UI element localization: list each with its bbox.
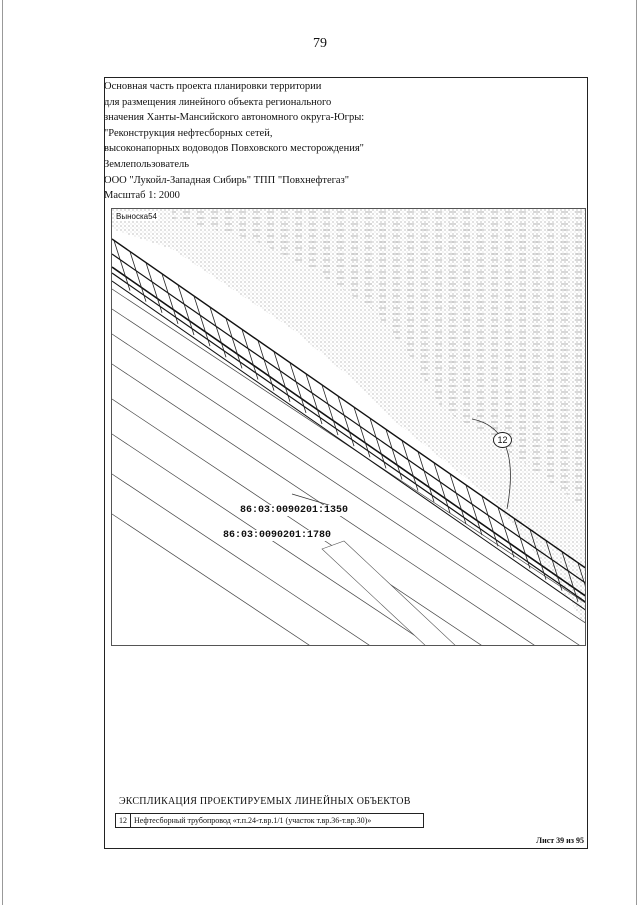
title-block <box>104 79 404 204</box>
title-line-2: для размещения линейного объекта регионального <box>104 96 332 108</box>
title-line-1: Основная часть проекта планировки территории <box>104 81 322 92</box>
title-line-7: ООО "Лукойл-Западная Сибирь" ТПП "Повхнефтегаз" <box>104 174 350 186</box>
legend-table <box>115 813 424 828</box>
legend-row-number: 12 <box>116 814 131 827</box>
callout-label: Выноска54 <box>116 212 157 221</box>
parcel-label-1350: 86:03:0090201:1350 <box>240 505 349 516</box>
object-marker: 12 <box>493 432 512 448</box>
parcel-label-1780: 86:03:0090201:1780 <box>223 530 332 541</box>
legend-title: ЭКСПЛИКАЦИЯ ПРОЕКТИРУЕМЫХ ЛИНЕЙНЫХ ОБЪЕКТОВ <box>119 796 411 807</box>
sheet-number: Лист 39 из 95 <box>536 836 584 845</box>
title-line-6: Землепользователь <box>104 158 190 170</box>
map-drawing <box>112 209 586 646</box>
title-line-4: "Реконструкция нефтесборных сетей, <box>104 127 273 139</box>
page-number: 79 <box>313 36 327 51</box>
title-line-3: значения Ханты-Мансийского автономного округа-Югры: <box>104 112 365 124</box>
title-line-8: Масштаб 1: 2000 <box>104 190 180 202</box>
legend-row-description: Нефтесборный трубопровод «т.п.24-т.вр.1/1 (участок т.вр.36-т.вр.30)» <box>134 816 372 825</box>
right-edge-line <box>636 0 637 905</box>
title-line-5: высоконапорных водоводов Повховского месторождения" <box>104 143 364 155</box>
left-edge-line <box>2 0 3 905</box>
road-band <box>322 541 457 646</box>
planning-map <box>111 208 586 646</box>
